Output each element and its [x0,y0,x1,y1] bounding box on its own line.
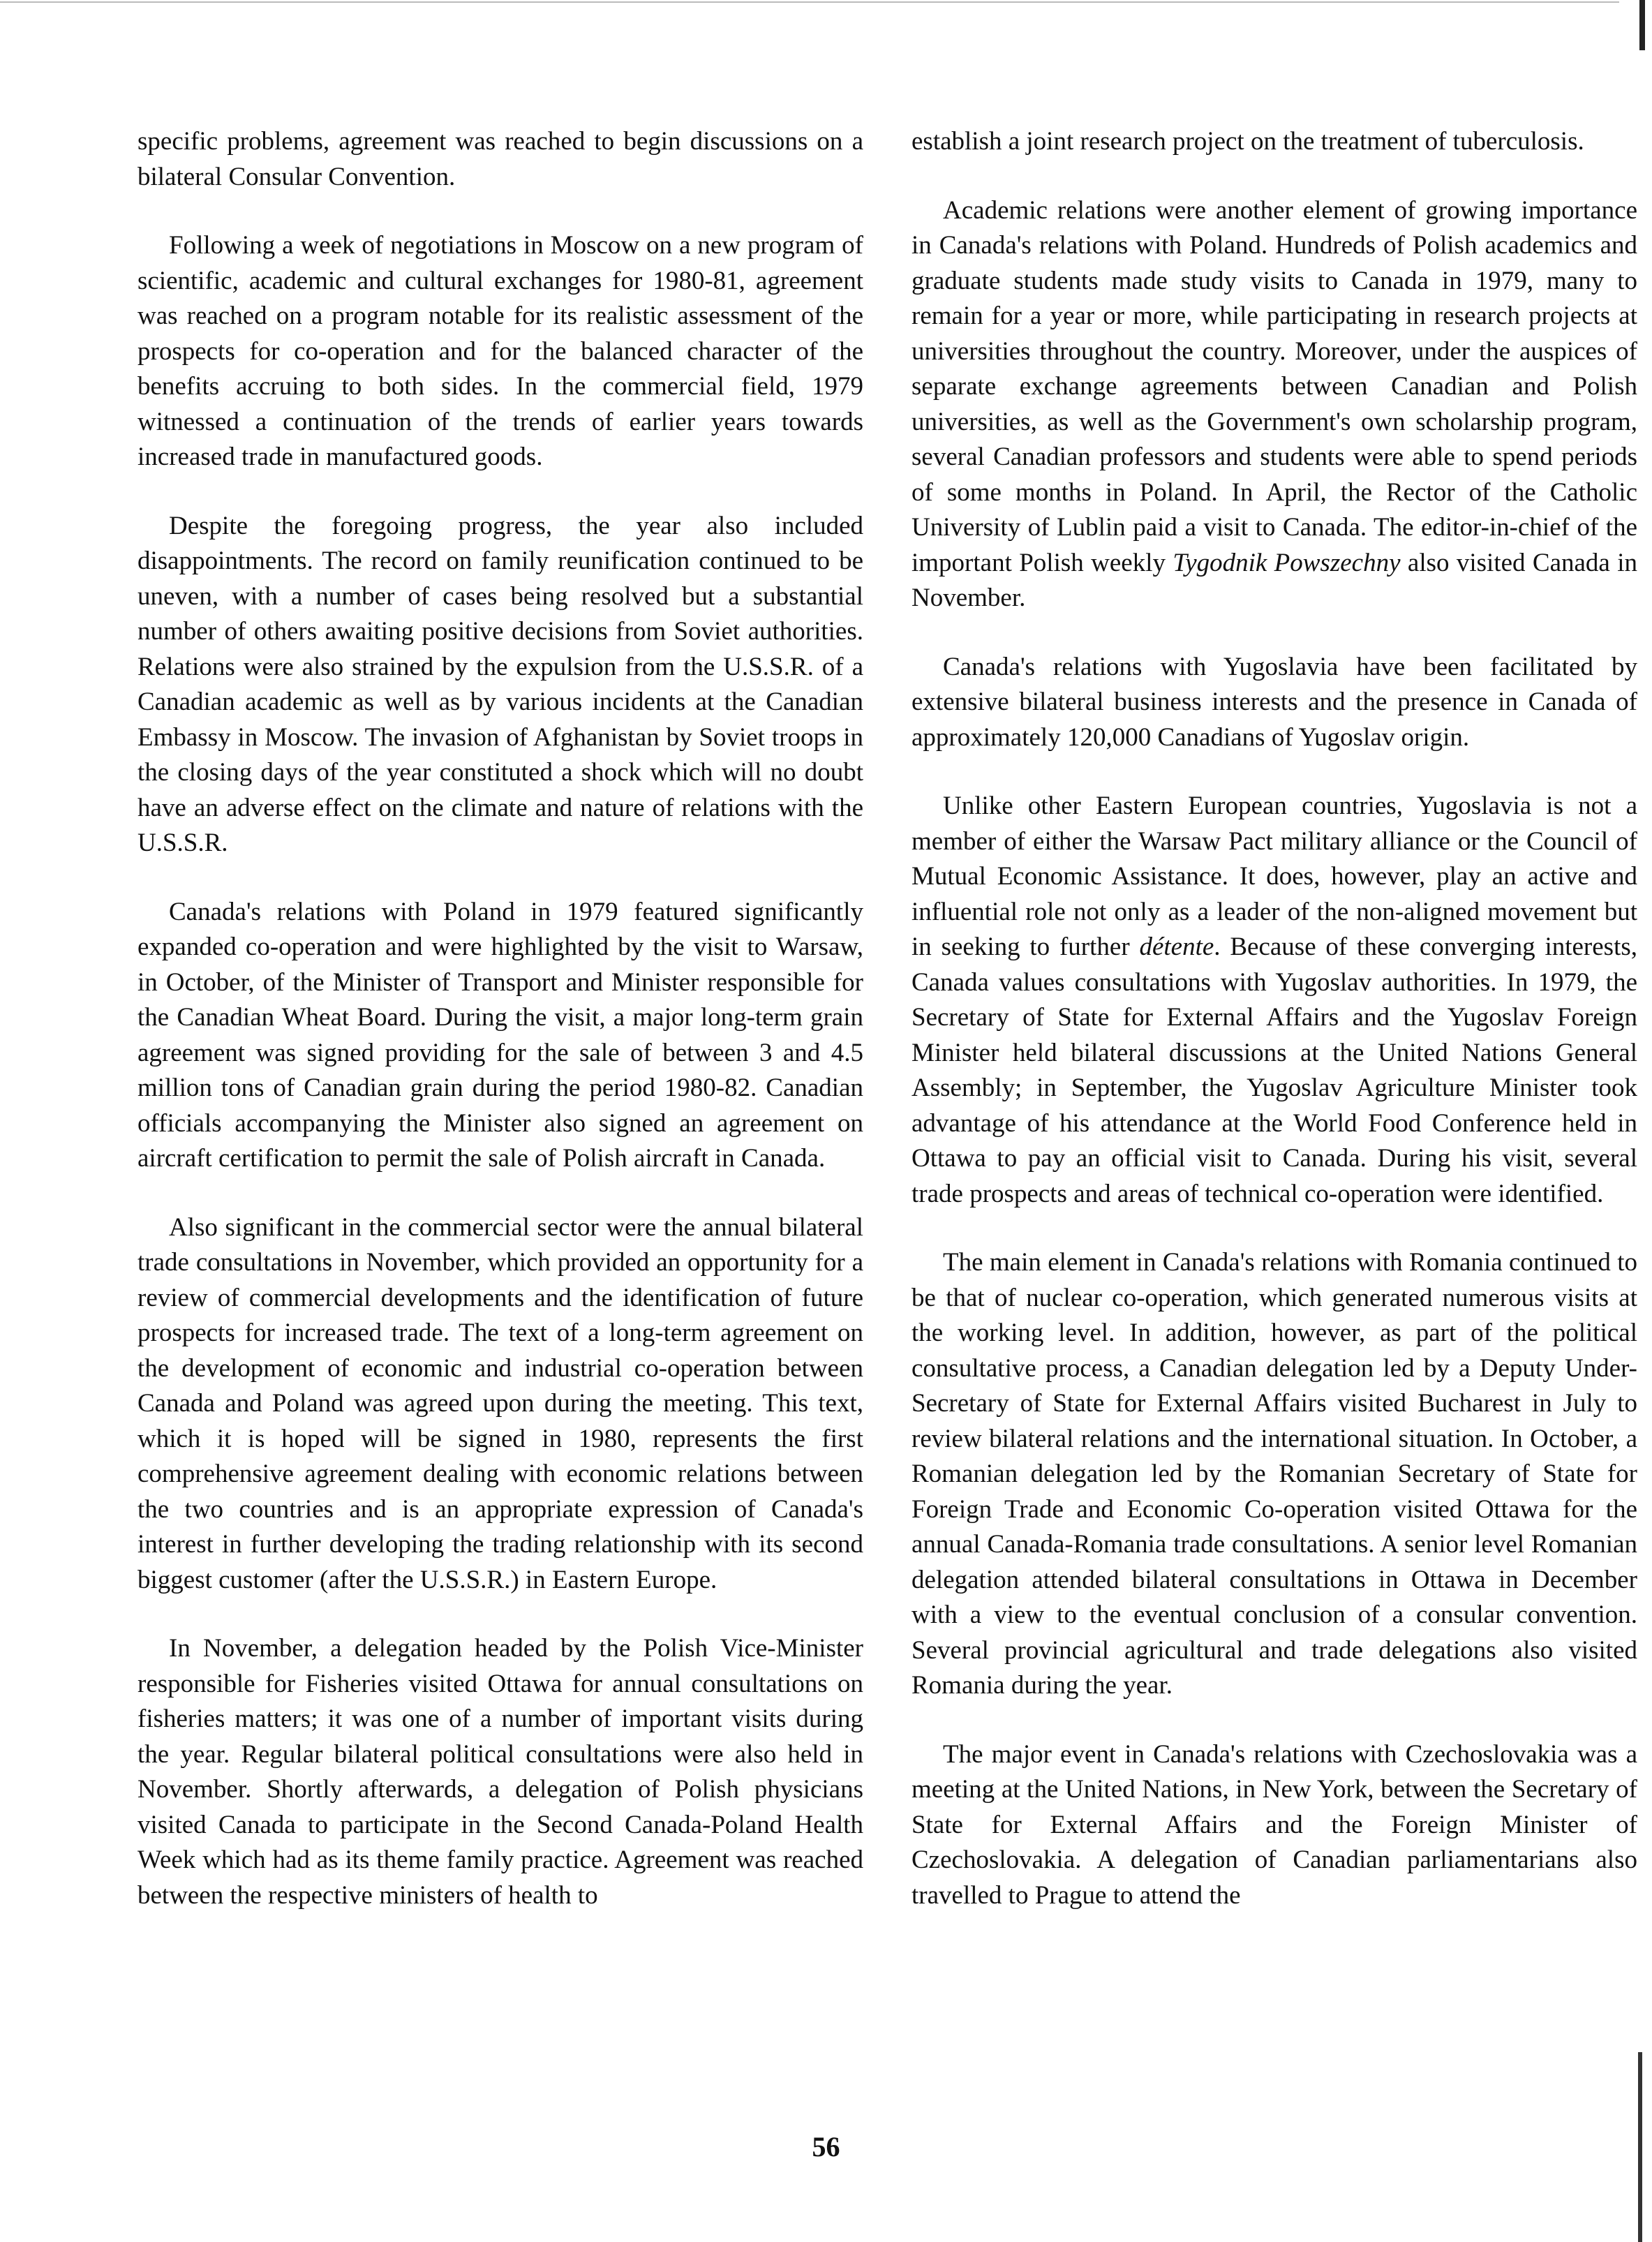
paragraph: establish a joint research project on the treatment of tuberculosis. [911,127,1584,156]
emphasized-term: détente [1139,933,1214,961]
paragraph: Despite the foregoing progress, the year also included disappointments. The record on family reunification continued to be uneven, with a number of cases being resolved but a substantial number of others awaiting positive decisions from Soviet authorities. Relations were also strained by the expulsion from the U.S.S.R. of a Canadian academic as well as by various incidents at the Canadian Embassy in Moscow. The invasion of Afghanistan by Soviet troops in the closing days of the year constituted a shock which will no doubt have an adverse effect on the climate and nature of relations with the U.S.S.R. [137,511,863,857]
top-border-rule [0,1,1619,3]
paragraph: Canada's relations with Yugoslavia have been facilitated by extensive bilateral business interests and the presence in Canada of approximately 120,000 Canadians of Yugoslav origin. [911,652,1637,752]
publication-title: Tygodnik Powszechny [1173,548,1401,577]
right-text-column [911,124,1637,1947]
paragraph: In November, a delegation headed by the Polish Vice-Minister responsible for Fisheries visited Ottawa for annual consultations on fisheries matters; it was one of a number of important visits during the year. Regular bilateral political consultations were also held in November. Shortly afterwards, a delegation of Polish physicians visited Canada to participate in the Second Canada-Poland Health Week which had as its theme family practice. Agreement was reached between the respective ministers of health to [137,1634,863,1910]
paragraph: The main element in Canada's relations with Romania continued to be that of nuclear co-operation, which generated numerous visits at the working level. In addition, however, as part of the political consultative process, a Canadian delegation led by a Deputy Under-Secretary of State for External Affairs visited Bucharest in July to review bilateral relations and the international situation. In October, a Romanian delegation led by the Romanian Secretary of State for Foreign Trade and Economic Co-operation visited Ottawa for the annual Canada-Romania trade consultations. A senior level Romanian delegation attended bilateral consultations in Ottawa in December with a view to the eventual conclusion of a consular convention. Several provincial agricultural and trade delegations also visited Romania during the year. [911,1248,1637,1700]
paragraph: specific problems, agreement was reached to begin discussions on a bilateral Consular Convention. [137,127,863,191]
paragraph [911,193,1637,616]
left-text-column [137,124,863,1947]
paragraph-text: . Because of these converging interests, Canada values consultations with Yugoslav authorities. In 1979, the Secretary of State for External Affairs and the Yugoslav Foreign Minister held bilateral discussions at the United Nations General Assembly; in September, the Yugoslav Agriculture Minister took advantage of his attendance at the World Food Conference held in Ottawa to pay an official visit to Canada. During his visit, several trade prospects and areas of technical co-operation were identified. [911,933,1637,1208]
paragraph: Canada's relations with Poland in 1979 featured significantly expanded co-operation and were highlighted by the visit to Warsaw, in October, of the Minister of Transport and Minister responsible for the Canadian Wheat Board. During the visit, a major long-term grain agreement was signed providing for the sale of between 3 and 4.5 million tons of Canadian grain during the period 1980-82. Canadian officials accompanying the Minister also signed an agreement on aircraft certification to permit the sale of Polish aircraft in Canada. [137,897,863,1173]
page-number: 56 [812,2131,840,2162]
edge-mark-top [1639,0,1645,50]
paragraph-text: Unlike other Eastern European countries, Yugoslavia is not a member of either the Warsaw Pact military alliance or the Council of Mutual Economic Assistance. It does, however, play an active and influential role not only as a leader of the non-aligned movement but in seeking to further [911,792,1637,961]
paragraph: Following a week of negotiations in Moscow on a new program of scientific, academic and cultural exchanges for 1980-81, agreement was reached on a program notable for its realistic assessment of the prospects for co-operation and for the balanced character of the benefits accruing to both sides. In the commercial field, 1979 witnessed a continuation of the trends of earlier years towards increased trade in manufactured goods. [137,231,863,471]
paragraph [911,789,1637,1212]
paragraph-text: also visited Canada in November. [911,548,1637,612]
paragraph-text: Academic relations were another element of growing importance in Canada's relations with Poland. Hundreds of Polish academics and graduate students made study visits to Canada in 1979, many to remain for a year or more, while participating in research projects at universities throughout the country. Moreover, under the auspices of separate exchange agreements between Canadian and Polish universities, as well as the Government's own scholarship program, several Canadian professors and students were able to spend periods of some months in Poland. In April, the Rector of the Catholic University of Lublin paid a visit to Canada. The editor-in-chief of the important Polish weekly [911,195,1637,577]
paragraph: Also significant in the commercial sector were the annual bilateral trade consultations in November, which provided an opportunity for a review of commercial developments and the identification of future prospects for increased trade. The text of a long-term agreement on the development of economic and industrial co-operation between Canada and Poland was agreed upon during the meeting. This text, which it is hoped will be signed in 1980, represents the first comprehensive agreement dealing with economic relations between the two countries and is an appropriate expression of Canada's interest in further developing the trading relationship with its second biggest customer (after the U.S.S.R.) in Eastern Europe. [137,1212,863,1594]
paragraph: The major event in Canada's relations with Czechoslovakia was a meeting at the United Nations, in New York, between the Secretary of State for External Affairs and the Foreign Minister of Czechoslovakia. A delegation of Canadian parliamentarians also travelled to Prague to attend the [911,1739,1637,1910]
